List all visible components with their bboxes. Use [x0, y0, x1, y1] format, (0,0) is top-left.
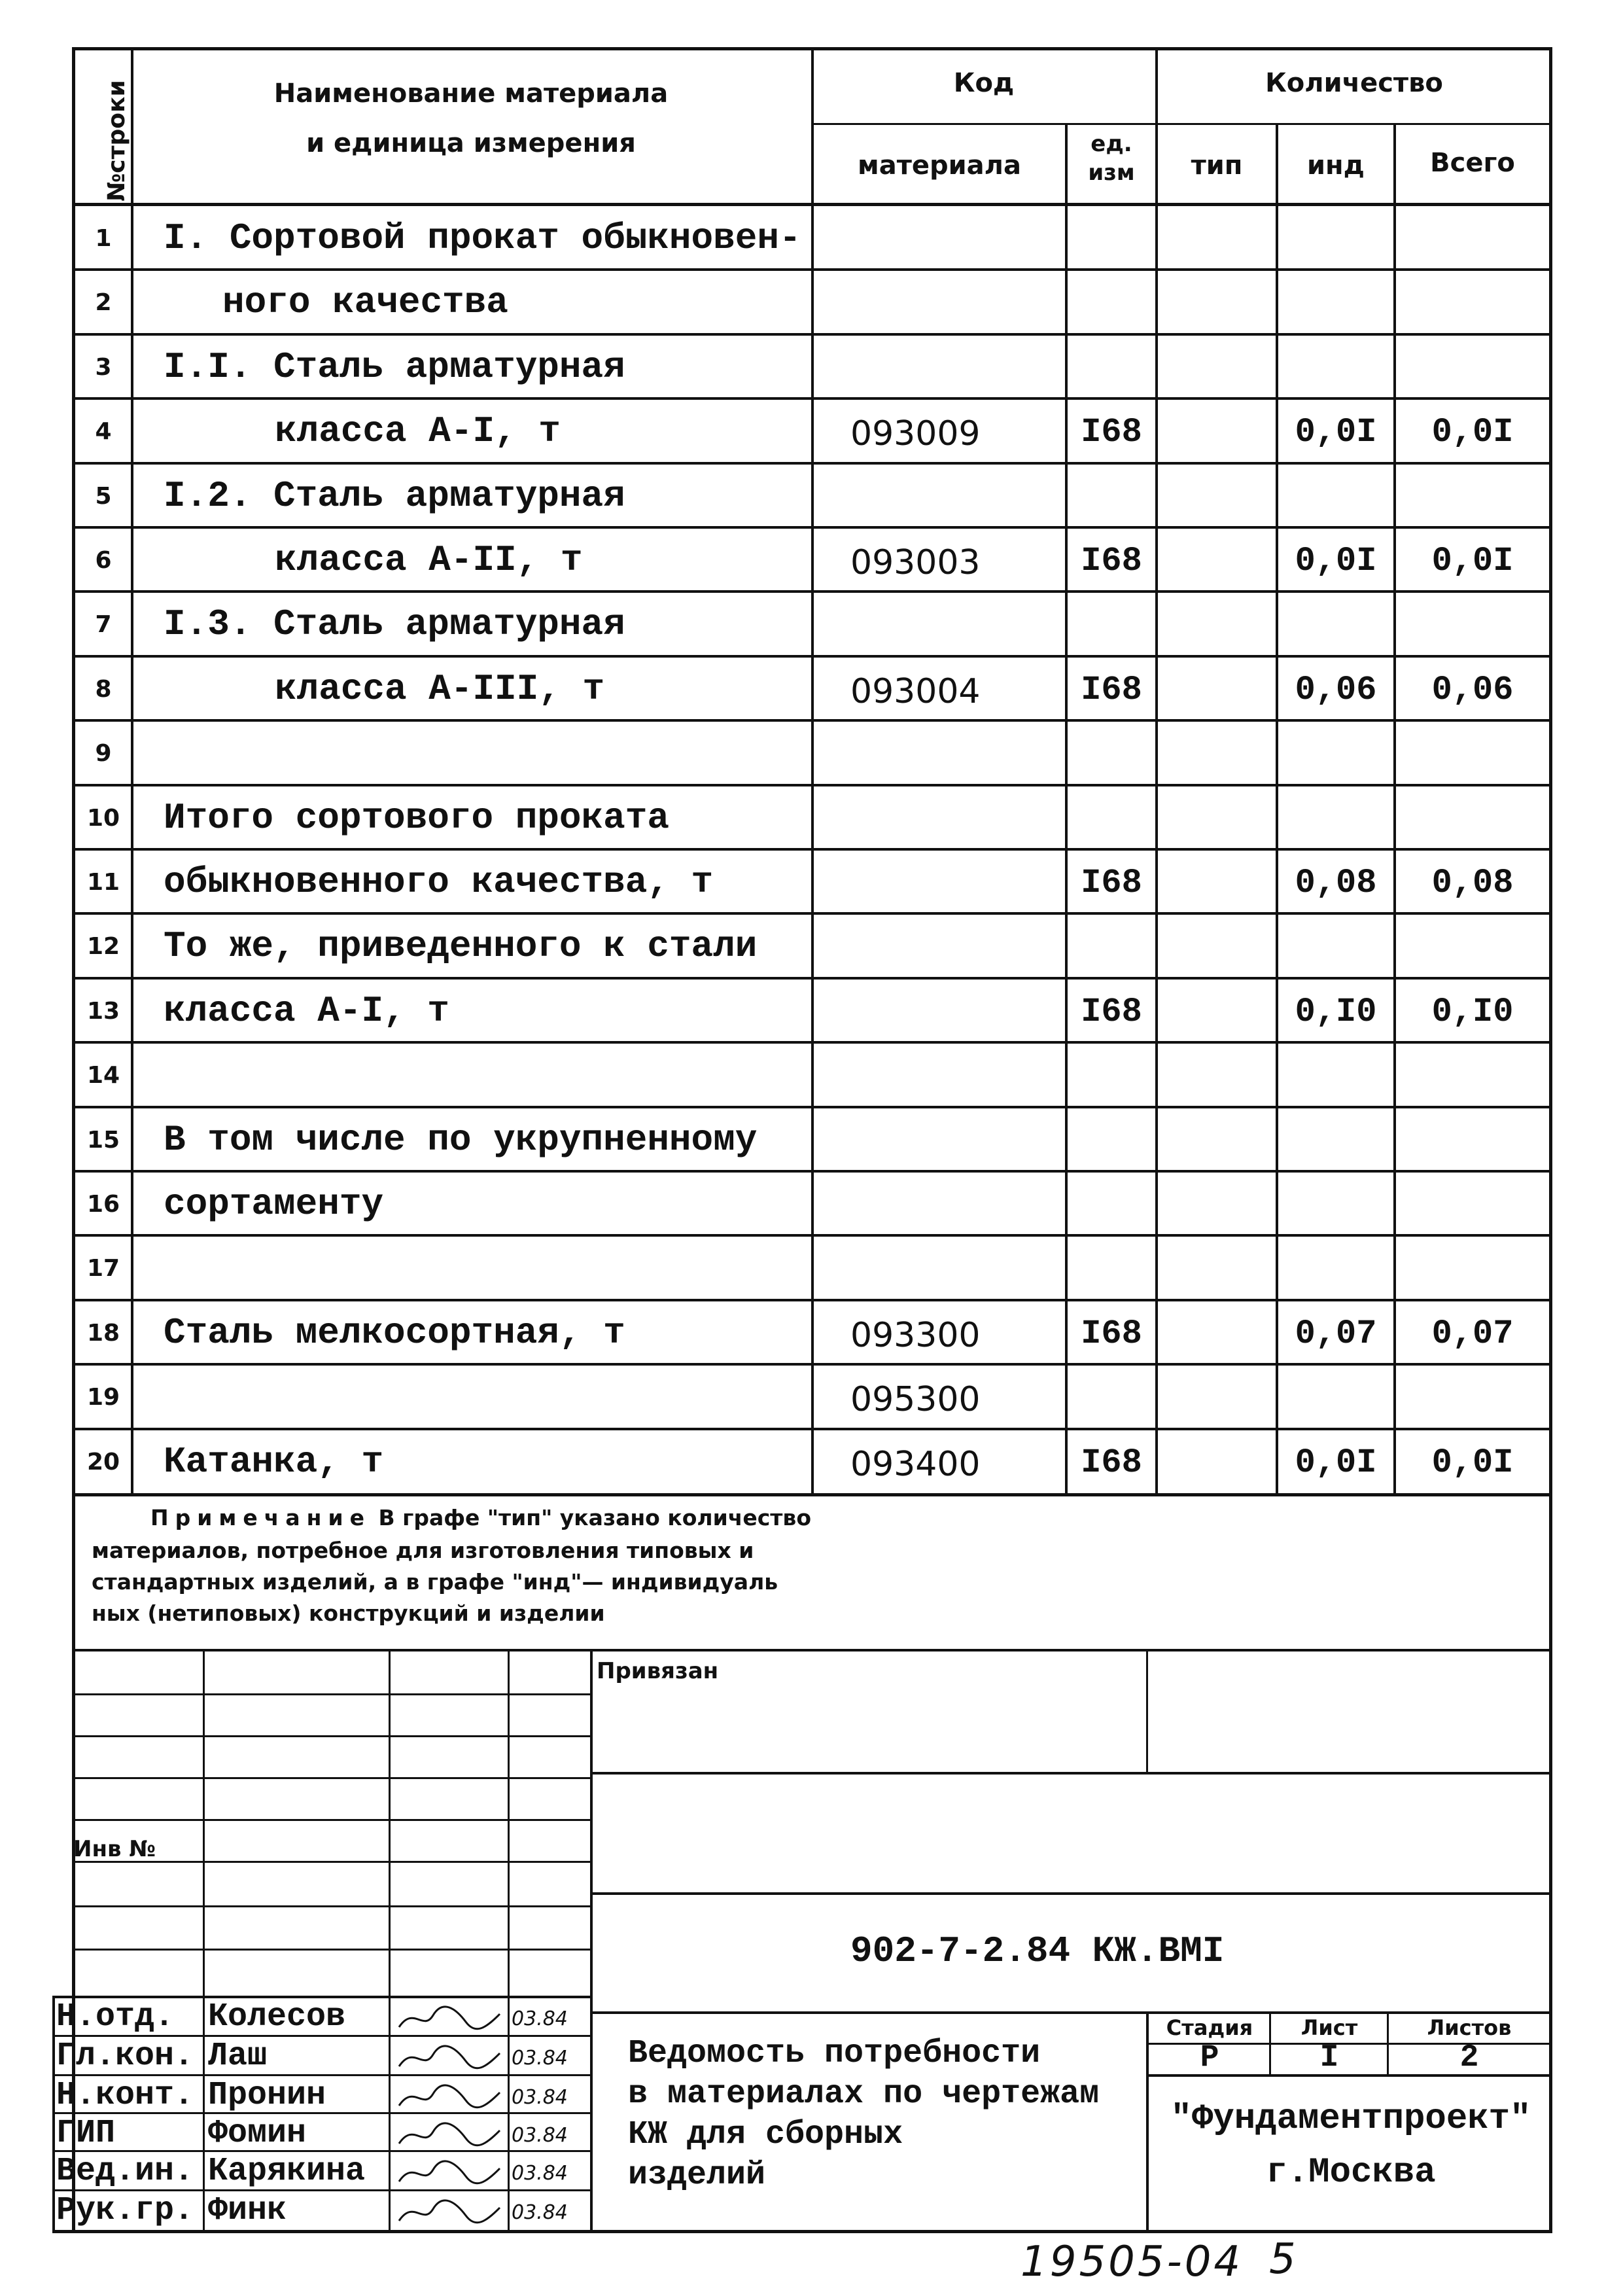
row-number: 4: [95, 418, 112, 445]
row-divider: [72, 1041, 1552, 1044]
archive-number: 19505-04: [1021, 2238, 1244, 2286]
total-header: Всего: [1430, 148, 1515, 178]
type-header: тип: [1191, 150, 1243, 181]
row-divider: [72, 784, 1552, 786]
material-name: I.I. Сталь арматурная: [164, 346, 625, 388]
qty-total: 0,0I: [1431, 1443, 1514, 1482]
qty-total: 0,08: [1431, 864, 1514, 902]
organization-name: "Фундаментпроект": [1170, 2099, 1531, 2139]
row-number: 3: [95, 354, 112, 381]
material-code: 093003: [850, 543, 981, 582]
row-divider: [72, 1363, 1552, 1366]
row-number: 5: [95, 483, 112, 510]
material-code-header: материала: [858, 150, 1021, 181]
row-divider: [72, 590, 1552, 593]
row-divider: [72, 397, 1552, 400]
row-number: 9: [95, 740, 112, 767]
row-divider: [72, 1170, 1552, 1173]
row-divider: [72, 1428, 1552, 1430]
signer-name: Фомин: [208, 2115, 307, 2152]
unit-code: I68: [1081, 864, 1142, 902]
qty-ind: 0,07: [1295, 1315, 1377, 1353]
document-code: 902-7-2.84 КЖ.ВМI: [850, 1930, 1225, 1972]
row-divider: [72, 1106, 1552, 1108]
material-name: В том числе по укрупненному: [164, 1119, 758, 1161]
qty-total: 0,07: [1431, 1315, 1514, 1353]
row-divider: [72, 655, 1552, 658]
row-divider: [72, 333, 1552, 336]
signature-date: 03.84: [512, 2086, 568, 2109]
sheets-value: 2: [1459, 2040, 1479, 2075]
handwritten-signature-icon: [394, 2196, 505, 2229]
signer-role: Вед.ин.: [56, 2153, 194, 2190]
signer-name: Лаш: [208, 2038, 268, 2075]
qty-ind: 0,I0: [1295, 993, 1377, 1031]
signer-role: Н.отд.: [56, 1998, 175, 2036]
qty-ind: 0,0I: [1295, 1443, 1377, 1482]
signature-date: 03.84: [512, 2007, 568, 2030]
row-number: 10: [86, 805, 120, 832]
row-divider: [72, 1299, 1552, 1301]
qty-total: 0,0I: [1431, 413, 1514, 451]
note-title: Примечание: [150, 1505, 371, 1530]
row-number: 14: [86, 1062, 120, 1089]
document-title-line: Ведомость потребности: [628, 2035, 1041, 2072]
sheets-label: Листов: [1427, 2015, 1512, 2040]
handwritten-signature-icon: [394, 2041, 505, 2074]
row-divider: [72, 462, 1552, 465]
signature-date: 03.84: [512, 2047, 568, 2070]
row-number: 16: [86, 1191, 120, 1218]
material-name: Сталь мелкосортная, т: [164, 1312, 625, 1354]
signer-role: ГИП: [56, 2115, 116, 2152]
name-header-line1: Наименование материала: [273, 79, 669, 109]
signer-name: Карякина: [208, 2153, 366, 2190]
row-number-header: [77, 51, 130, 202]
row-number: 6: [95, 547, 112, 574]
qty-total: 0,06: [1431, 671, 1514, 709]
note-line-4: ных (нетиповых) конструкций и изделии: [92, 1600, 605, 1626]
stage-value: Р: [1200, 2040, 1219, 2075]
row-divider: [72, 268, 1552, 271]
unit-code: I68: [1081, 542, 1142, 580]
unit-header-line1: ед.: [1091, 131, 1132, 157]
unit-code: I68: [1081, 413, 1142, 451]
material-code: 095300: [850, 1380, 981, 1419]
row-divider: [72, 1234, 1552, 1237]
material-name: Катанка, т: [164, 1441, 384, 1483]
material-name: класса А-III, т: [275, 668, 605, 710]
row-divider: [72, 848, 1552, 851]
row-number: 7: [95, 611, 112, 638]
document-title-line: КЖ для сборных: [628, 2116, 903, 2153]
material-name: I. Сортовой прокат обыкновен-: [164, 217, 801, 259]
row-divider: [72, 719, 1552, 722]
signer-name: Финк: [208, 2192, 287, 2229]
signer-role: Н.конт.: [56, 2077, 194, 2114]
note-line-3: стандартных изделий, а в графе "инд"— индивидуаль: [92, 1569, 778, 1595]
row-number: 8: [95, 676, 112, 703]
unit-code: I68: [1081, 993, 1142, 1031]
row-number: 12: [86, 933, 120, 960]
signer-role: Рук.гр.: [56, 2192, 194, 2229]
material-name: I.3. Сталь арматурная: [164, 603, 625, 645]
row-number: 17: [86, 1255, 120, 1282]
material-name: ного качества: [222, 281, 508, 323]
handwritten-signature-icon: [394, 2119, 505, 2151]
row-divider: [72, 526, 1552, 529]
row-number: 11: [86, 869, 120, 896]
signature-date: 03.84: [512, 2201, 568, 2224]
note-line-1: В графе "тип" указано количество: [378, 1505, 811, 1530]
qty-ind: 0,0I: [1295, 542, 1377, 580]
row-number: 20: [86, 1449, 120, 1475]
signature-date: 03.84: [512, 2162, 568, 2185]
signer-name: Пронин: [208, 2077, 326, 2114]
name-header-line2: и единица измерения: [306, 128, 636, 158]
row-divider: [72, 912, 1552, 915]
document-title-line: в материалах по чертежам: [628, 2075, 1100, 2113]
unit-code: I68: [1081, 1315, 1142, 1353]
row-number: 15: [86, 1127, 120, 1154]
sheet-value: I: [1319, 2040, 1339, 2075]
row-number: 1: [95, 225, 112, 252]
material-code: 093300: [850, 1316, 981, 1355]
unit-header-line2: изм: [1088, 160, 1135, 186]
sheet-label: Лист: [1300, 2015, 1358, 2040]
row-number: 13: [86, 998, 120, 1025]
row-number: 2: [95, 289, 112, 316]
code-header: Код: [953, 68, 1015, 98]
row-number: 18: [86, 1320, 120, 1347]
quantity-header: Количество: [1265, 68, 1443, 98]
material-name: класса А-II, т: [275, 539, 583, 581]
qty-ind: 0,0I: [1295, 413, 1377, 451]
material-code: 093009: [850, 414, 981, 453]
qty-ind: 0,06: [1295, 671, 1377, 709]
unit-code: I68: [1081, 1443, 1142, 1482]
handwritten-signature-icon: [394, 2081, 505, 2113]
material-name: класса А-I, т: [164, 990, 449, 1032]
signer-name: Колесов: [208, 1998, 346, 2036]
handwritten-signature-icon: [394, 2002, 505, 2035]
document-title-line: изделий: [628, 2157, 766, 2194]
material-name: класса А-I, т: [275, 410, 561, 452]
row-number: 19: [86, 1384, 120, 1411]
signature-date: 03.84: [512, 2124, 568, 2147]
material-name: I.2. Сталь арматурная: [164, 475, 625, 517]
material-code: 093004: [850, 672, 981, 711]
material-name: То же, приведенного к стали: [164, 925, 758, 967]
qty-ind: 0,08: [1295, 864, 1377, 902]
ind-header: инд: [1307, 150, 1365, 181]
material-name: сортаменту: [164, 1183, 384, 1225]
organization-city: г.Москва: [1266, 2153, 1436, 2193]
page-number: 5: [1269, 2235, 1296, 2284]
inventory-number-label: Инв №: [73, 1836, 156, 1862]
note-line-2: материалов, потребное для изготовления типовых и: [92, 1538, 754, 1563]
row-divider: [72, 977, 1552, 980]
attached-label: Привязан: [597, 1658, 719, 1684]
stage-label: Стадия: [1166, 2015, 1253, 2040]
material-code: 093400: [850, 1445, 981, 1484]
row-number-label: №строки: [103, 80, 130, 202]
handwritten-signature-icon: [394, 2157, 505, 2189]
signer-role: Гл.кон.: [56, 2038, 194, 2075]
qty-total: 0,0I: [1431, 542, 1514, 580]
material-name: Итого сортового проката: [164, 797, 669, 839]
material-name: обыкновенного качества, т: [164, 861, 714, 903]
qty-total: 0,I0: [1431, 993, 1514, 1031]
unit-code: I68: [1081, 671, 1142, 709]
